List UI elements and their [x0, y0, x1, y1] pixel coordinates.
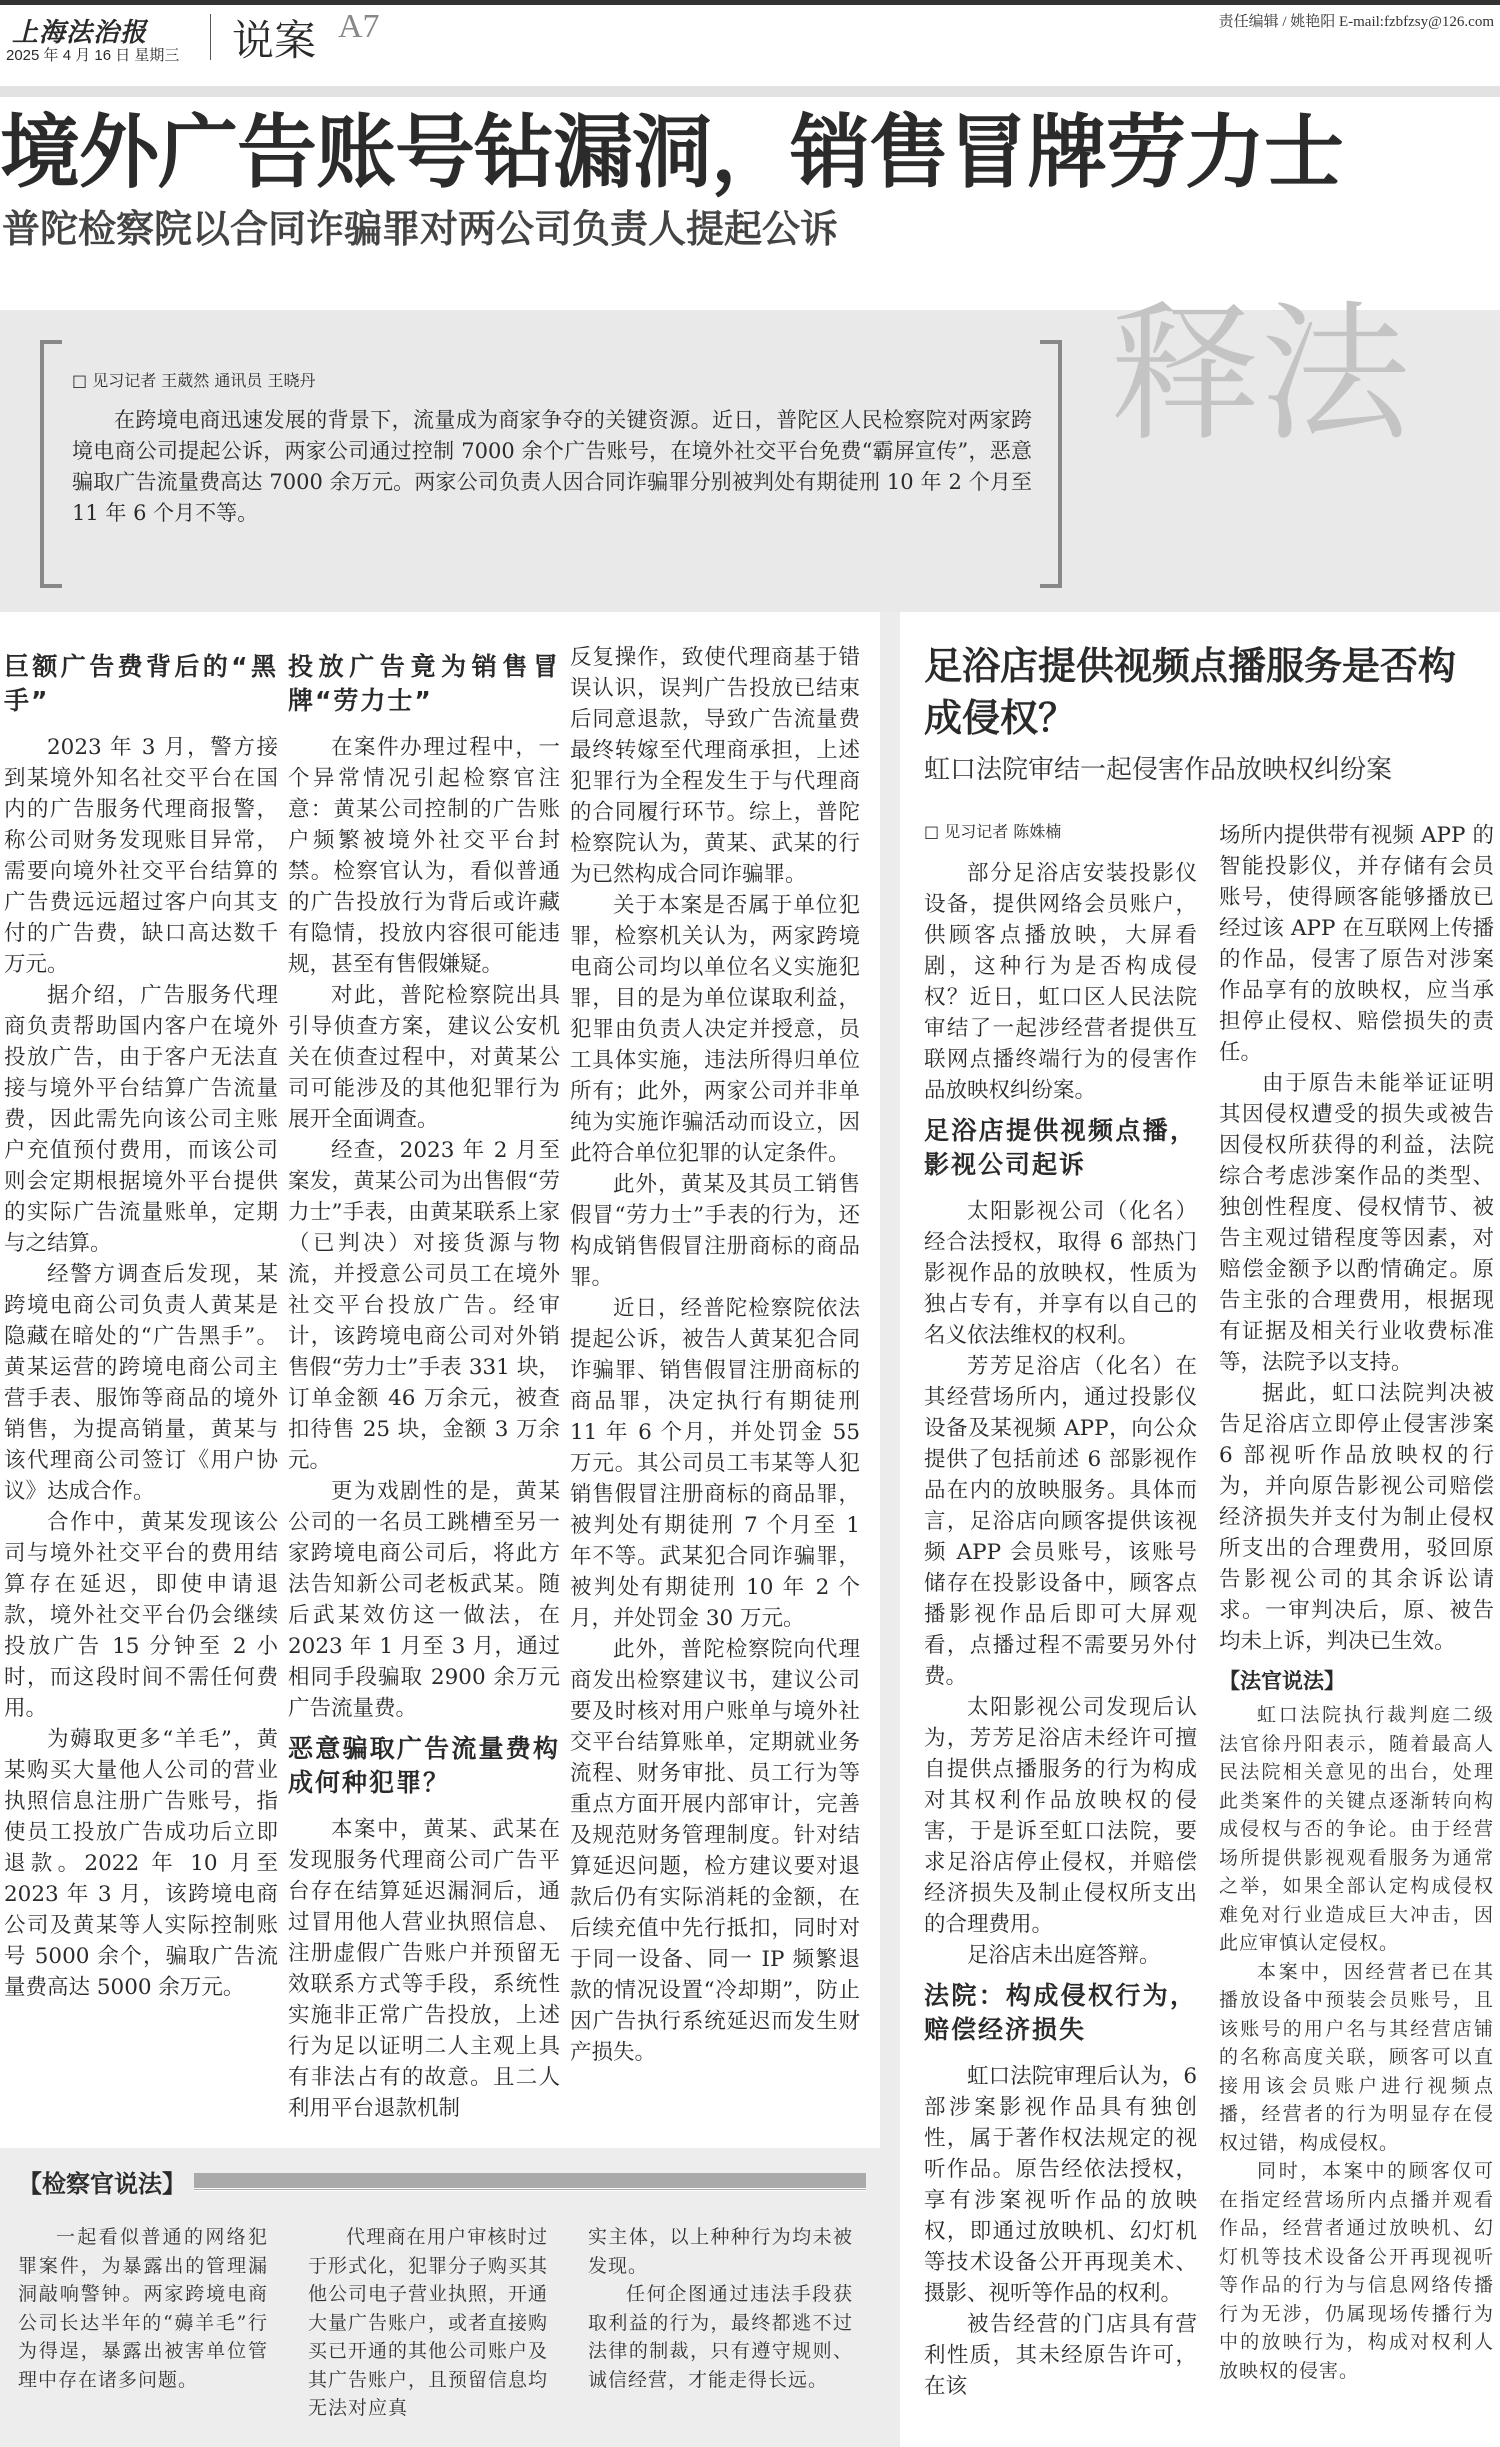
- paragraph: 经警方调查后发现，某跨境电商公司负责人黄某是隐藏在暗处的“广告黑手”。黄某运营的跨境电商公司主营手表、服饰等商品的境外销售，为提高销量，黄某与该代理商公司签订《用户协议》达成合作。: [4, 1262, 278, 1504]
- judge-commentary-title: 【法官说法】: [1219, 1669, 1346, 1693]
- article2-column-2: [1219, 820, 1494, 2385]
- prosecutor-commentary-box: [0, 2148, 880, 2447]
- paragraph: 足浴店未出庭答辩。: [967, 1943, 1161, 1968]
- paragraph: 关于本案是否属于单位犯罪，检察机关认为，两家跨境电商公司均以单位名义实施犯罪，目的是为单位谋取利益，犯罪由负责人决定并授意，员工具体实施，违法所得归单位所有；此外，两家公司并非单纯为实施诈骗活动而设立，因此符合单位犯罪的认定条件。: [570, 893, 860, 1166]
- paragraph: 对此，普陀检察院出具引导侦查方案，建议公安机关在侦查过程中，对黄某公司可能涉及的其他犯罪行为展开全面调查。: [288, 983, 560, 1132]
- section-heading: 足浴店提供视频点播，影视公司起诉: [924, 1116, 1198, 1179]
- paragraph: 本案中，因经营者已在其播放设备中预装会员账号，且该账号的用户名与其经营店铺的名称高度关联，顾客可以直接用该会员账户进行视频点播，经营者的行为明显存在侵权过错，构成侵权。: [1219, 1960, 1494, 2154]
- paragraph: 实主体，以上种种行为均未被发现。: [588, 2226, 853, 2277]
- paragraph: 为薅取更多“羊毛”，黄某购买大量他人公司的营业执照信息注册广告账号，指使员工投放广告成功后立即退款。2022 年 10 月至 2023 年 3 月，该跨境电商公司及黄某等人实际控制账号 5000 余个，骗取广告流量费高达 5000 余万元。: [4, 1727, 278, 2000]
- paragraph: 同时，本案中的顾客仅可在指定经营场所内点播并观看作品，经营者通过放映机、幻灯机等技术设备公开再现视听等作品的行为与信息网络传播行为无涉，仍属现场传播行为中的放映行为，构成对权利人放映权的侵害。: [1219, 2160, 1494, 2382]
- masthead-divider: [210, 14, 211, 60]
- article2-title: 足浴店提供视频点播服务是否构成侵权？: [924, 644, 1457, 740]
- paragraph: 由于原告未能举证证明其因侵权遭受的损失或被告因侵权所获得的利益，法院综合考虑涉案作品的类型、独创性程度、侵权情节、被告主观过错程度等因素，对赔偿金额予以酌情确定。原告主张的合理费用，根据现有证据及相关行业收费标准等，法院予以支持。: [1219, 1071, 1494, 1375]
- paragraph: 此外，黄某及其员工销售假冒“劳力士”手表的行为，还构成销售假冒注册商标的商品罪。: [570, 1172, 860, 1290]
- judge-commentary: [1219, 1701, 1494, 2385]
- paragraph: 近日，经普陀检察院依法提起公诉，被告人黄某犯合同诈骗罪、销售假冒注册商标的商品罪，决定执行有期徒刑 11 年 6 个月，并处罚金 55 万元。其公司员工韦某等人犯销售假冒注册商标的商品罪，被判处有期徒刑 7 个月至 1 年不等。武某犯合同诈骗罪，被判处有期徒刑 10 年 2 个月，并处罚金 30 万元。: [570, 1296, 860, 1631]
- paragraph: 代理商在用户审核时过于形式化，犯罪分子购买其他公司电子营业执照，开通大量广告账户，或者直接购买已开通的其他公司账户及其广告账户，且预留信息均无法对应真: [308, 2226, 549, 2419]
- left-bracket: [40, 340, 62, 588]
- paragraph: 场所内提供带有视频 APP 的智能投影仪，并存储有会员账号，使得顾客能够播放已经过该 APP 在互联网上传播的作品，侵害了原告对涉案作品享有的放映权，应当承担停止侵权、赔偿损失的责任。: [1219, 823, 1494, 1065]
- commentary-column-1: [18, 2223, 268, 2394]
- paragraph: 虹口法院审理后认为，6 部涉案影视作品具有独创性，属于著作权法规定的视听作品。原告经依法授权，享有涉案视听作品的放映权，即通过放映机、幻灯机等技术设备公开再现美术、摄影、视听等作品的权利。: [924, 2064, 1198, 2306]
- lead-text: 在跨境电商迅速发展的背景下，流量成为商家争夺的关键资源。近日，普陀区人民检察院对两家跨境电商公司提起公诉，两家公司通过控制 7000 余个广告账号，在境外社交平台免费“霸屏宣传”，恶意骗取广告流量费高达 7000 余万元。两家公司负责人因合同诈骗罪分别被判处有期徒刑 10 年 2 个月至 11 年 6 个月不等。: [72, 408, 1032, 525]
- commentary-header: [18, 2164, 866, 2199]
- article1-column-2: [288, 642, 560, 2124]
- gray-band: [0, 86, 1500, 97]
- paragraph: 更为戏剧性的是，黄某公司的一名员工跳槽至另一家跨境电商公司后，将此方法告知新公司老板武某。随后武某效仿这一做法，在 2023 年 1 月至 3 月，通过相同手段骗取 2900 余万元广告流量费。: [288, 1479, 560, 1721]
- paragraph: 任何企图通过违法手段获取利益的行为，最终都逃不过法律的制裁，只有遵守规则、诚信经营，才能走得长远。: [588, 2283, 853, 2391]
- article1-column-3: [570, 642, 860, 2068]
- main-subheadline: 普陀检察院以合同诈骗罪对两公司负责人提起公诉: [2, 207, 839, 251]
- paragraph: 太阳影视公司（化名）经合法授权，取得 6 部热门影视作品的放映权，性质为独占专有，并享有以自己的名义依法维权的权利。: [924, 1199, 1198, 1348]
- prosecutor-commentary-title: 【检察官说法】: [18, 2170, 186, 2198]
- page-number: A7: [338, 8, 380, 45]
- body-area: [0, 612, 1500, 2447]
- article2-columns: [924, 820, 1494, 2402]
- lead-byline: □ 见习记者 王葳然 通讯员 王晓丹: [72, 371, 316, 390]
- paragraph: 此外，普陀检察院向代理商发出检察建议书，建议公司要及时核对用户账单与境外社交平台结算账单，定期就业务流程、财务审批、员工行为等重点方面开展内部审计，完善及规范财务管理制度。针对结算延迟问题，检方建议要对退款后仍有实际消耗的金额，在后续充值中先行抵扣，同时对于同一设备、同一 IP 频繁退款的情况设置“冷却期”，防止因广告执行系统延迟而发生财产损失。: [570, 1637, 860, 2065]
- right-bracket: [1040, 340, 1062, 588]
- paragraph: 据此，虹口法院判决被告足浴店立即停止侵害涉案 6 部视听作品放映权的行为，并向原告影视公司赔偿经济损失并支付为制止侵权所支出的合理费用，驳回原告影视公司的其余诉讼请求。一审判决后，原、被告均未上诉，判决已生效。: [1219, 1381, 1494, 1654]
- paragraph: 合作中，黄某发现该公司与境外社交平台的费用结算存在延迟，即使申请退款，境外社交平台仍会继续投放广告 15 分钟至 2 小时，而这段时间不需任何费用。: [4, 1510, 278, 1721]
- commentary-title-bar: [194, 2173, 866, 2191]
- article1-body: [0, 612, 880, 2447]
- paragraph: 虹口法院执行裁判庭二级法官徐丹阳表示，随着最高人民法院相关意见的出台，处理此类案件的关键点逐渐转向构成侵权与否的争论。由于经营场所提供影视观看服务为通常之举，如果全部认定构成侵权难免对行业造成巨大冲击，因此应审慎认定侵权。: [1219, 1704, 1494, 1954]
- paragraph: 经查，2023 年 2 月至案发，黄某公司为出售假“劳力士”手表，由黄某联系上家（已判决）对接货源与物流，并授意公司员工在境外社交平台投放广告。经审计，该跨境电商公司对外销售假“劳力士”手表 331 块，订单金额 46 万余元，被查扣待售 25 块，金额 3 万余元。: [288, 1138, 560, 1473]
- section-heading: 巨额广告费背后的“黑手”: [4, 652, 278, 715]
- article2-column-1: [924, 858, 1197, 2402]
- main-headline: 境外广告账号钻漏洞，销售冒牌劳力士: [0, 105, 1343, 199]
- paragraph: 部分足浴店安装投影仪设备，提供网络会员账户，供顾客点播放映，大屏看剧，这种行为是否构成侵权？近日，虹口区人民法院审结了一起涉经营者提供互联网点播终端行为的侵害作品放映权纠纷案。: [924, 861, 1198, 1103]
- article2-subtitle: 虹口法院审结一起侵害作品放映权纠纷案: [924, 755, 1393, 785]
- commentary-column-3: [588, 2223, 853, 2394]
- paragraph: 被告经营的门店具有营利性质，其未经原告许可，在该: [924, 2312, 1198, 2399]
- article2-byline: □ 见习记者 陈姝楠: [924, 822, 1062, 841]
- paragraph: 反复操作，致使代理商基于错误认识，误判广告投放已结束后同意退款，导致广告流量费最终转嫁至代理商承担，上述犯罪行为全程发生于与代理商的合同履行环节。综上，普陀检察院认为，黄某、武某的行为已然构成合同诈骗罪。: [570, 645, 860, 887]
- article2-column-2-body: [1219, 820, 1494, 1657]
- paragraph: 据介绍，广告服务代理商负责帮助国内客户在境外投放广告，由于客户无法直接与境外平台结算广告流量费，因此需先向该公司主账户充值预付费用，而该公司则会定期根据境外平台提供的实际广告流量账单，定期与之结算。: [4, 983, 278, 1256]
- section-heading: 投放广告竟为销售冒牌“劳力士”: [288, 652, 560, 715]
- section-name: 说案: [232, 17, 317, 64]
- article1-column-1: [4, 642, 278, 2003]
- paragraph: 太阳影视公司发现后认为，芳芳足浴店未经许可擅自提供点播服务的行为构成对其权利作品放映权的侵害，于是诉至虹口法院，要求足浴店停止侵权，并赔偿经济损失及制止侵权所支出的合理费用。: [924, 1695, 1198, 1937]
- paragraph: 芳芳足浴店（化名）在其经营场所内，通过投影仪设备及某视频 APP，向公众提供了包括前述 6 部影视作品在内的放映服务。具体而言，足浴店向顾客提供该视频 APP 会员账号，该账号储存在投影设备中，顾客点播影视作品后即可大屏观看，点播过程不需要另外付费。: [924, 1354, 1198, 1689]
- issue-date: 2025 年 4 月 16 日 星期三: [6, 47, 180, 64]
- top-rule: [0, 0, 1500, 5]
- paragraph: 2023 年 3 月，警方接到某境外知名社交平台在国内的广告服务代理商报警，称公司财务发现账目异常，需要向境外社交平台结算的广告费远远超过客户向其支付的广告费，缺口高达数千万元。: [4, 735, 278, 977]
- paragraph: 一起看似普通的网络犯罪案件，为暴露出的管理漏洞敲响警钟。两家跨境电商公司长达半年的“薅羊毛”行为得逞，暴露出被害单位管理中存在诸多问题。: [18, 2226, 268, 2391]
- newspaper-logo: 上海法治报: [12, 18, 148, 48]
- editor-credit: 责任编辑 / 姚艳阳 E-mail:fzbfzsy@126.com: [1218, 14, 1494, 30]
- lead-paragraph: [72, 405, 1032, 529]
- calligraphy-watermark: 释法: [1110, 300, 1411, 462]
- paragraph: 本案中，黄某、武某在发现服务代理商公司广告平台存在结算延迟漏洞后，通过冒用他人营业执照信息、注册虚假广告账户并预留无效联系方式等手段，系统性实施非正常广告投放，上述行为足以证明二人主观上具有非法占有的故意。且二人利用平台退款机制: [288, 1817, 560, 2121]
- section-heading: 法院：构成侵权行为，赔偿经济损失: [924, 1981, 1198, 2044]
- paragraph: 在案件办理过程中，一个异常情况引起检察官注意：黄某公司控制的广告账户频繁被境外社交平台封禁。检察官认为，看似普通的广告投放行为背后或许藏有隐情，投放内容很可能违规，甚至有售假嫌疑。: [288, 735, 560, 977]
- article2: [880, 612, 1500, 2447]
- article2-column-1-wrap: [924, 820, 1197, 2402]
- section-heading: 恶意骗取广告流量费构成何种犯罪？: [288, 1734, 560, 1797]
- article1-columns: [0, 612, 880, 2148]
